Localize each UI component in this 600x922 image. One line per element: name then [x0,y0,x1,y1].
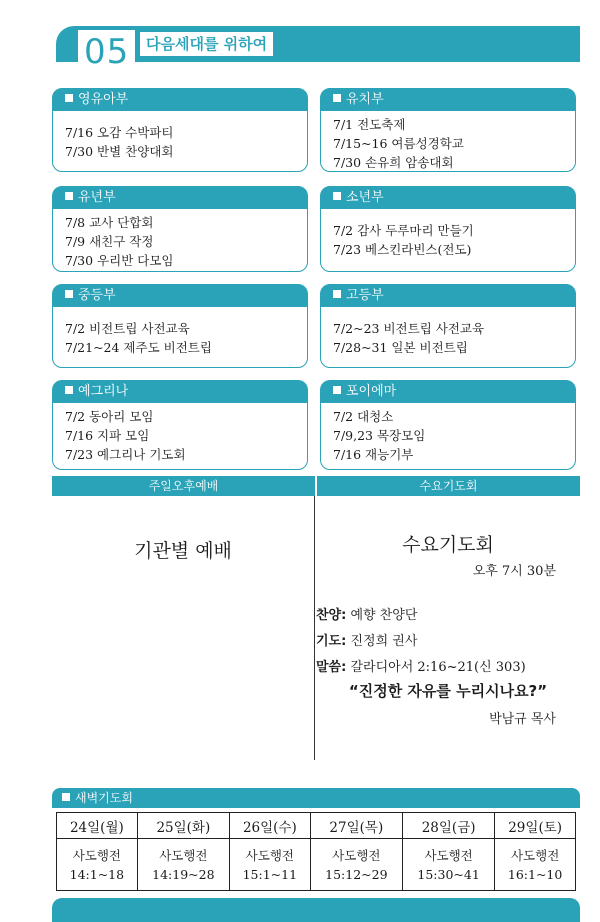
day-cell: 29일(토) [495,813,576,839]
footer-band [52,898,580,922]
dept-item: 7/9,23 목장모임 [333,428,426,443]
dawn-prayer-table [56,812,576,891]
dept-item: 7/9 새친구 작정 [65,234,154,249]
dept-header: 포이에마 [321,381,575,403]
dept-item: 7/23 예그리나 기도회 [65,447,186,462]
dept-item: 7/2~23 비전트립 사전교육 [333,321,485,336]
word-line: 말씀: 갈라디아서 2:16~21(신 303) [316,660,526,675]
dept-item: 7/2 감사 두루마리 만들기 [333,223,474,238]
square-bullet-icon [333,290,341,298]
dept-box-kindergarten [320,88,576,172]
reading-cell: 사도행전 14:1~18 [57,839,138,891]
section-number: 05 [78,30,135,74]
dept-header: 소년부 [321,187,575,209]
dept-header: 고등부 [321,285,575,307]
dept-item: 7/23 베스킨라빈스(전도) [333,242,472,257]
section-title: 다음세대를 위하여 [140,32,273,56]
dept-header: 예그리나 [53,381,307,403]
day-cell: 27일(목) [310,813,402,839]
square-bullet-icon [65,94,73,102]
dept-header: 유치부 [321,89,575,111]
pastor-name: 박남규 목사 [489,712,556,727]
prayer-line: 기도: 진정희 권사 [316,634,418,649]
wednesday-time: 오후 7시 30분 [472,564,556,579]
square-bullet-icon [333,192,341,200]
dept-item: 7/30 손유희 암송대회 [333,155,454,170]
dept-box-primary [52,186,308,272]
reading-cell: 사도행전 15:30~41 [402,839,494,891]
square-bullet-icon [333,94,341,102]
dept-box-high [320,284,576,368]
dept-box-infant [52,88,308,172]
dept-item: 7/2 대청소 [333,409,394,424]
dept-box-junior [320,186,576,272]
reading-cell: 사도행전 15:1~11 [229,839,310,891]
table-header-row [57,813,576,839]
square-bullet-icon [65,290,73,298]
dept-header: 유년부 [53,187,307,209]
dept-header: 중등부 [53,285,307,307]
worship-header-bar [52,476,580,496]
dept-item: 7/28~31 일본 비전트립 [333,340,468,355]
dept-item: 7/16 오감 수박파티 [65,125,174,140]
day-cell: 25일(화) [137,813,229,839]
sunday-title: 기관별 예배 [134,540,232,562]
dept-item: 7/1 전도축제 [333,117,406,132]
wednesday-title: 수요기도회 [402,534,494,556]
square-bullet-icon [333,386,341,394]
sunday-header: 주일오후예배 [52,476,315,496]
column-divider [314,496,315,760]
dept-box-yegrina [52,380,308,470]
dept-item: 7/16 지파 모임 [65,428,150,443]
section-header [56,14,580,72]
square-bullet-icon [65,192,73,200]
dept-box-poiema [320,380,576,470]
dept-item: 7/30 우리반 다모임 [65,253,174,268]
praise-line: 찬양: 예향 찬양단 [316,608,418,623]
day-cell: 28일(금) [402,813,494,839]
table-row [57,839,576,891]
dawn-prayer-header: 새벽기도회 [52,788,580,808]
day-cell: 24일(월) [57,813,138,839]
square-bullet-icon [65,386,73,394]
square-bullet-icon [62,793,70,801]
reading-cell: 사도행전 16:1~10 [495,839,576,891]
dept-item: 7/16 재능기부 [333,447,414,462]
dept-item: 7/2 비전트립 사전교육 [65,321,190,336]
wednesday-header: 수요기도회 [315,476,580,496]
dept-item: 7/8 교사 단합회 [65,215,154,230]
dept-item: 7/15~16 여름성경학교 [333,136,464,151]
dept-box-middle [52,284,308,368]
sermon-title: “진정한 자유를 누리시나요?” [348,682,548,700]
reading-cell: 사도행전 14:19~28 [137,839,229,891]
dept-item: 7/30 반별 찬양대회 [65,144,174,159]
dept-header: 영유아부 [53,89,307,111]
dept-item: 7/21~24 제주도 비전트립 [65,340,212,355]
day-cell: 26일(수) [229,813,310,839]
dept-item: 7/2 동아리 모임 [65,409,154,424]
reading-cell: 사도행전 15:12~29 [310,839,402,891]
